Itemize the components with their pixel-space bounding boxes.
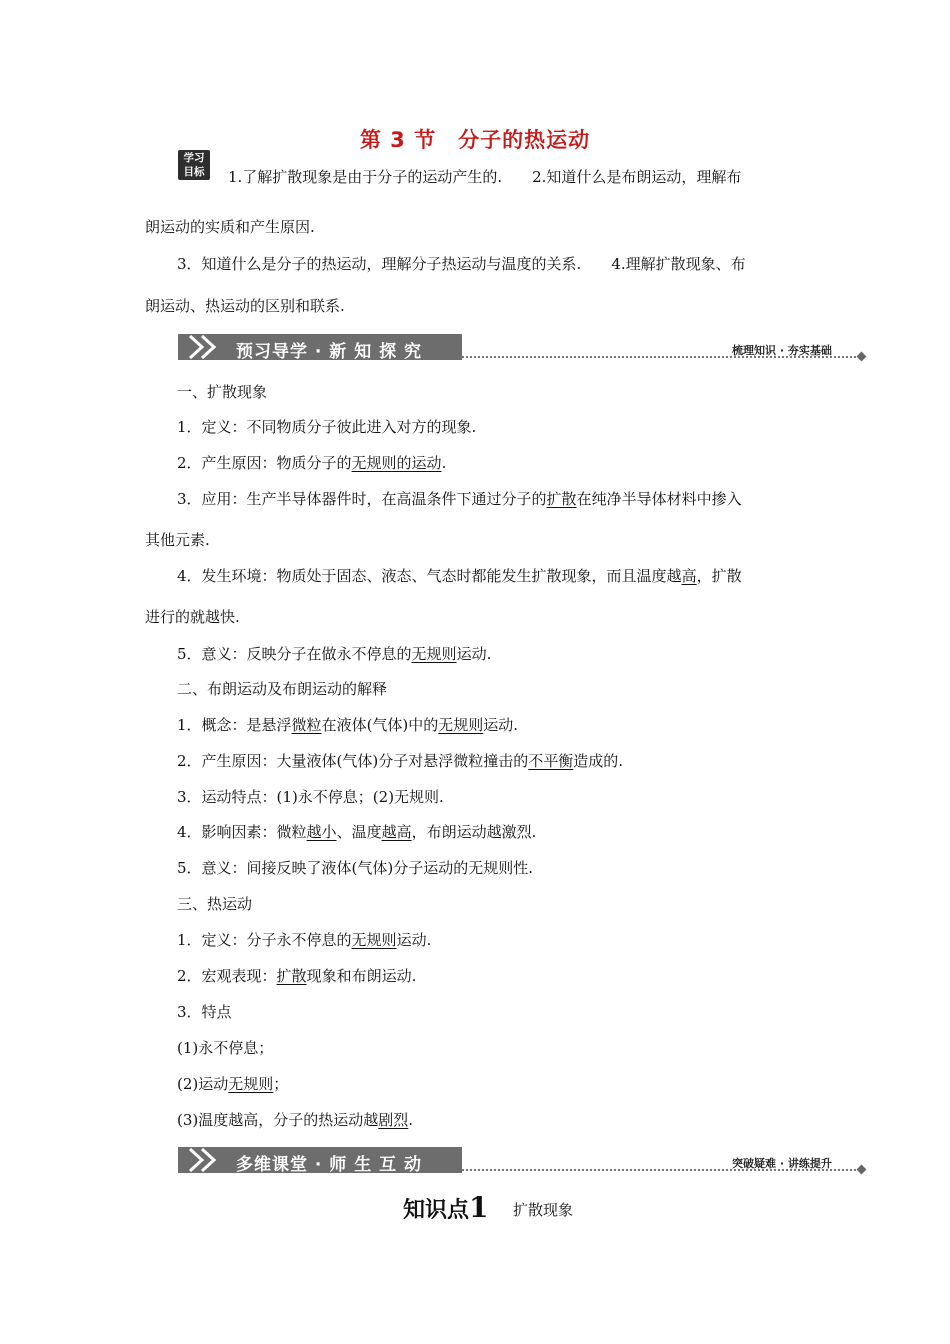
objectives-badge bbox=[178, 150, 210, 180]
sec3-point-3: (3)温度越高，分子的热运动越剧烈. bbox=[177, 1111, 414, 1129]
banner-classroom-title: 多维课堂 · 师 生 互 动 bbox=[236, 1155, 423, 1175]
section-1-heading: 一、扩散现象 bbox=[177, 383, 268, 401]
double-chevron-icon bbox=[182, 1147, 226, 1173]
section-banner-preview bbox=[178, 334, 462, 360]
sec1-item-1: 1．定义：不同物质分子彼此进入对方的现象. bbox=[177, 418, 477, 436]
sec1-item-4-cont: 进行的就越快. bbox=[145, 608, 240, 626]
answer-underline: 高 bbox=[681, 567, 697, 585]
objective-line-1: 1.了解扩散现象是由于分子的运动产生的. 2.知道什么是布朗运动，理解布 bbox=[228, 168, 742, 186]
sec1-item-4: 4．发生环境：物质处于固态、液态、气态时都能发生扩散现象，而且温度越高，扩散 bbox=[177, 567, 742, 585]
sec3-point-2: (2)运动无规则； bbox=[177, 1075, 289, 1093]
knowledge-point-subtitle: 扩散现象 bbox=[513, 1201, 574, 1219]
section-2-heading: 二、布朗运动及布朗运动的解释 bbox=[177, 680, 388, 698]
answer-underline: 无规则 bbox=[411, 645, 457, 663]
diamond-icon bbox=[857, 1165, 867, 1175]
sec1-item-2: 2．产生原因：物质分子的无规则的运动. bbox=[177, 454, 447, 472]
sec2-item-4: 4．影响因素：微粒越小、温度越高，布朗运动越激烈. bbox=[177, 823, 537, 841]
sec3-point-1: (1)永不停息； bbox=[177, 1039, 274, 1057]
sec1-item-3-cont: 其他元素. bbox=[145, 531, 210, 549]
diamond-icon bbox=[857, 352, 867, 362]
banner-preview-title: 预习导学 · 新 知 探 究 bbox=[236, 342, 423, 362]
sec2-item-2: 2．产生原因：大量液体(气体)分子对悬浮微粒撞击的不平衡造成的. bbox=[177, 752, 624, 770]
page-title: 第 3 节 分子的热运动 bbox=[359, 128, 591, 152]
double-chevron-icon bbox=[182, 334, 226, 360]
badge-line-1: 学习 bbox=[183, 152, 205, 164]
section-banner-classroom bbox=[178, 1147, 462, 1173]
knowledge-point-heading: 知识点1 bbox=[403, 1191, 489, 1224]
sec2-item-3: 3．运动特点：(1)永不停息；(2)无规则. bbox=[177, 788, 444, 806]
sec3-item-3: 3．特点 bbox=[177, 1003, 232, 1021]
sec2-item-5: 5．意义：间接反映了液体(气体)分子运动的无规则性. bbox=[177, 859, 534, 877]
objective-line-3: 3．知道什么是分子的热运动，理解分子热运动与温度的关系. 4.理解扩散现象、布 bbox=[177, 255, 746, 273]
banner-classroom-subtitle: 突破疑难 · 讲练提升 bbox=[732, 1157, 832, 1170]
sec2-item-1: 1．概念：是悬浮微粒在液体(气体)中的无规则运动. bbox=[177, 716, 519, 734]
answer-underline: 无规则的运动 bbox=[351, 454, 442, 472]
sec3-item-2: 2．宏观表现：扩散现象和布朗运动. bbox=[177, 967, 417, 985]
sec3-item-1: 1．定义：分子永不停息的无规则运动. bbox=[177, 931, 432, 949]
sec1-item-3: 3．应用：生产半导体器件时，在高温条件下通过分子的扩散在纯净半导体材料中掺入 bbox=[177, 490, 742, 508]
banner-preview-subtitle: 梳理知识 · 夯实基础 bbox=[732, 344, 832, 357]
objective-line-2: 朗运动的实质和产生原因. bbox=[145, 218, 315, 236]
section-3-heading: 三、热运动 bbox=[177, 895, 253, 913]
sec1-item-5: 5．意义：反映分子在做永不停息的无规则运动. bbox=[177, 645, 492, 663]
objective-line-4: 朗运动、热运动的区别和联系. bbox=[145, 297, 345, 315]
answer-underline: 扩散 bbox=[546, 490, 577, 508]
badge-line-2: 目标 bbox=[183, 166, 205, 178]
